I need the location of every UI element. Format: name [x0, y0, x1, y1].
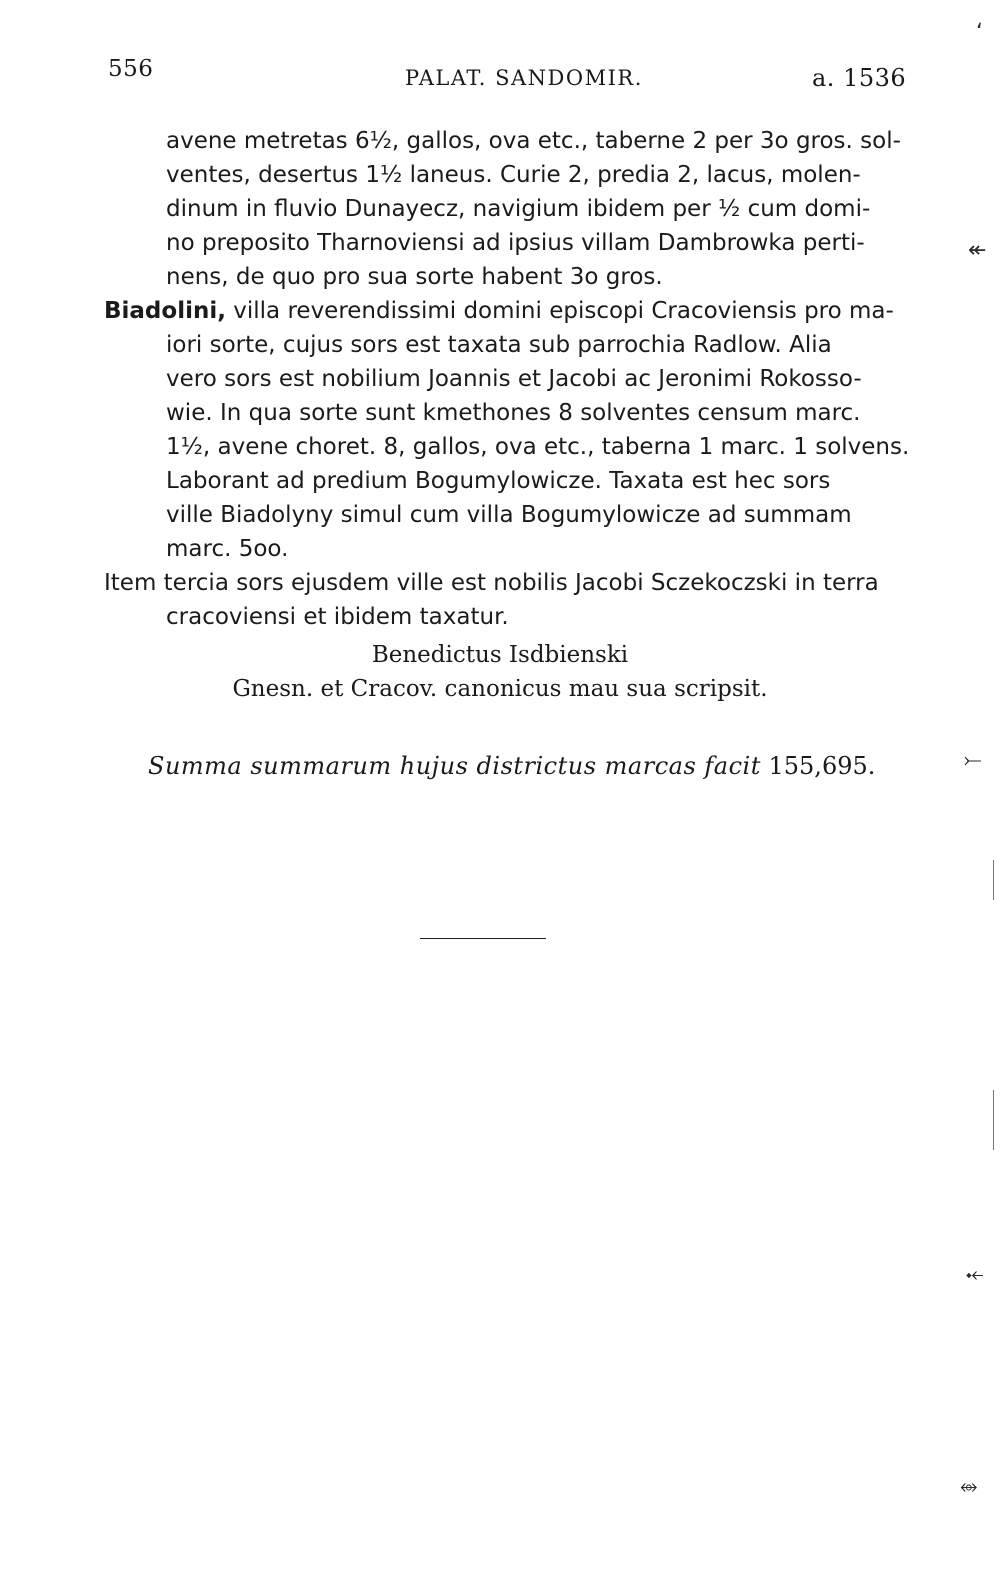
text-line: ville Biadolyny simul cum villa Bogumylowicze ad summam [166, 502, 852, 528]
page-number: 556 [108, 56, 154, 82]
margin-mark-icon: ↞ [968, 238, 987, 263]
text-line: marc. 5oo. [166, 536, 289, 562]
margin-mark-icon: ⤚ [964, 748, 982, 773]
text-line: 1½, avene choret. 8, gallos, ova etc., taberna 1 marc. 1 solvens. [166, 434, 910, 460]
signature-name: Benedictus Isdbienski [371, 642, 629, 668]
entry-heading: Biadolini, [104, 298, 226, 324]
text-line: wie. In qua sorte sunt kmethones 8 solventes censum marc. [166, 400, 861, 426]
text-line: iori sorte, cujus sors est taxata sub parrochia Radlow. Alia [166, 332, 832, 358]
text-line: nens, de quo pro sua sorte habent 3o gros. [166, 264, 663, 290]
summary-line [148, 752, 875, 780]
text-line: Laborant ad predium Bogumylowicze. Taxata est hec sors [166, 468, 831, 494]
running-title: PALAT. SANDOMIR. [405, 66, 643, 90]
text-line: ventes, desertus 1½ laneus. Curie 2, predia 2, lacus, molen- [166, 162, 861, 188]
text-line [104, 294, 894, 328]
summary-text: Summa summarum hujus districtus marcas facit [148, 752, 761, 780]
text-line: avene metretas 6½, gallos, ova etc., taberne 2 per 3o gros. sol- [166, 128, 901, 154]
edge-line [993, 1090, 994, 1150]
text-line: Item tercia sors ejusdem ville est nobilis Jacobi Sczekoczski in terra [104, 570, 879, 596]
signature-title: Gnesn. et Cracov. canonicus mau sua scripsit. [232, 676, 768, 702]
text-line: vero sors est nobilium Joannis et Jacobi ac Jeronimi Rokosso- [166, 366, 862, 392]
page-year: a. 1536 [812, 64, 907, 92]
summary-amount: 155,695. [768, 752, 876, 780]
text-line: no preposito Tharnoviensi ad ipsius villam Dambrowka perti- [166, 230, 865, 256]
margin-mark-icon: ⤝ [966, 1262, 984, 1287]
margin-mark-icon: ʻ [976, 20, 983, 45]
text-line: dinum in fluvio Dunayecz, navigium ibidem per ½ cum domi- [166, 196, 871, 222]
margin-mark-icon: ⥈ [960, 1474, 978, 1499]
entry-first-line: villa reverendissimi domini episcopi Cracoviensis pro ma- [225, 298, 894, 324]
edge-line [993, 860, 994, 900]
text-line: cracoviensi et ibidem taxatur. [166, 604, 509, 630]
section-divider [420, 938, 546, 939]
